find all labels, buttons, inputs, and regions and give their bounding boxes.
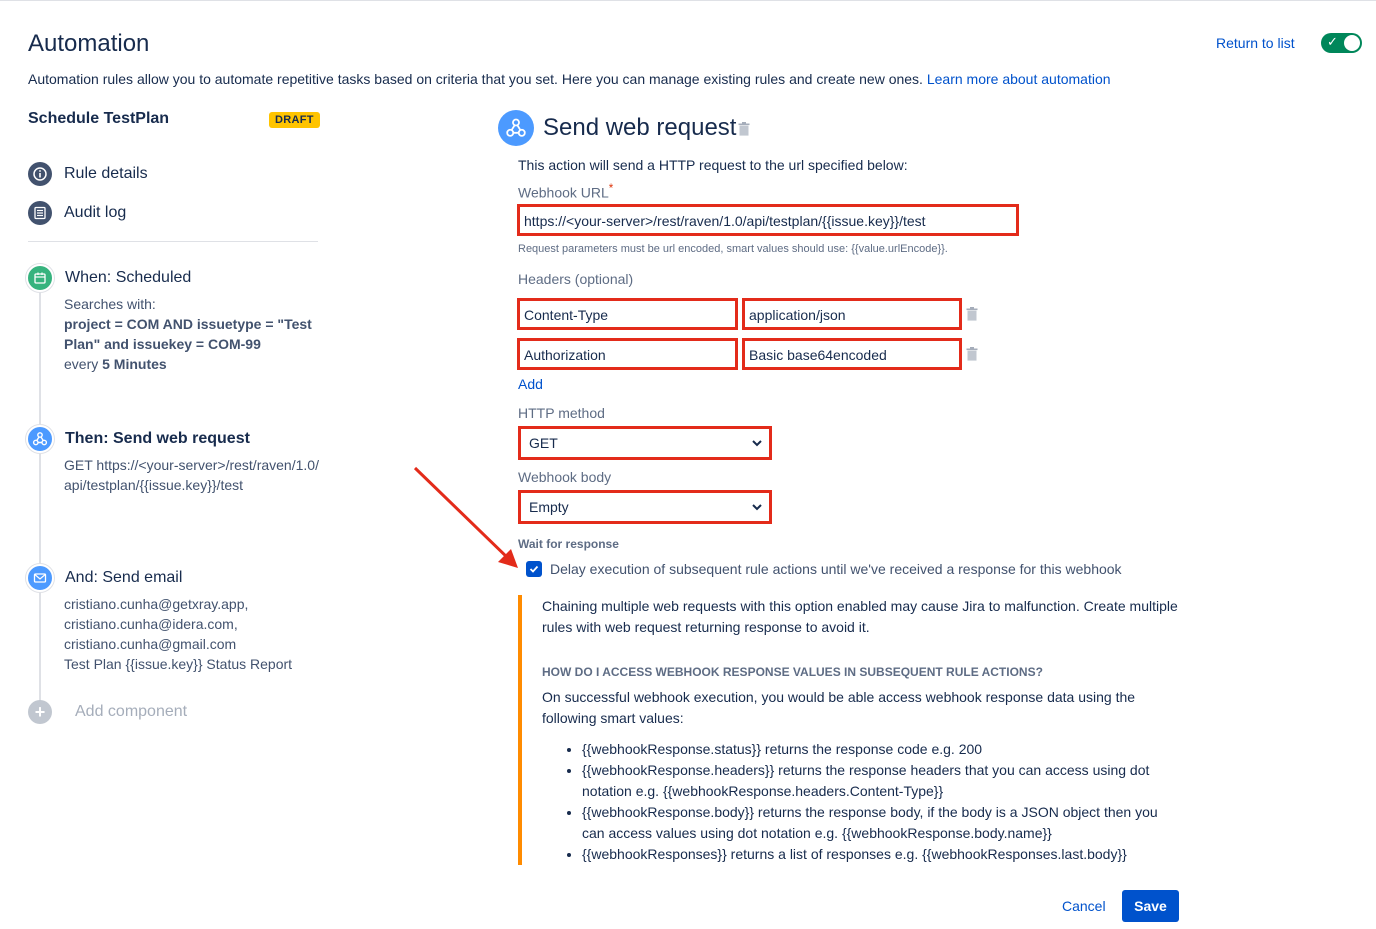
smart-values-list	[582, 739, 1182, 865]
email-icon	[26, 564, 54, 592]
delete-header-icon[interactable]	[966, 347, 978, 361]
list-item: • {{webhookResponse.headers}} returns the response headers that you can access using dot notation e.g. {{webhookResponse.headers.Content-Type}}	[582, 760, 1182, 802]
description-text: Automation rules allow you to automate repetitive tasks based on criteria that you set. Here you can manage existing rules and create new ones.	[28, 71, 923, 87]
email-recipient: cristiano.cunha@getxray.app,	[64, 596, 249, 612]
wait-for-response-text: Delay execution of subsequent rule actions until we've received a response for this webhook	[550, 561, 1122, 577]
list-item: • {{webhookResponse.status}} returns the response code e.g. 200	[582, 739, 1182, 760]
top-divider	[0, 0, 1376, 1]
sidebar-item-label: Rule details	[64, 165, 148, 182]
info-panel	[518, 595, 1188, 865]
info-icon	[28, 162, 52, 186]
rule-name: Schedule TestPlan	[28, 110, 170, 127]
http-method-select[interactable]	[518, 426, 772, 460]
http-method-label: HTTP method	[518, 405, 605, 421]
webhook-url-input[interactable]: https://<your-server>/rest/raven/1.0/api/testplan/{{issue.key}}/test	[517, 204, 1019, 236]
page-description	[28, 71, 1111, 87]
check-icon: ✓	[1327, 34, 1338, 49]
webhook-url-hint: Request parameters must be url encoded, smart values should use: {{value.urlEncode}}.	[518, 243, 948, 255]
required-mark: *	[608, 182, 614, 195]
calendar-icon	[26, 264, 54, 292]
header-name-input[interactable]: Content-Type	[517, 298, 738, 330]
sidebar-divider	[28, 241, 318, 242]
rule-enabled-toggle[interactable]	[1321, 33, 1362, 53]
page-title: Automation	[28, 30, 150, 57]
sidebar-item-audit-log[interactable]	[28, 201, 126, 225]
component-action-web-request[interactable]	[26, 425, 326, 525]
plus-icon: +	[28, 700, 52, 724]
chevron-down-icon	[751, 435, 763, 451]
delete-header-icon[interactable]	[966, 307, 978, 321]
component-trigger-scheduled[interactable]	[26, 264, 326, 384]
toggle-knob	[1344, 35, 1360, 51]
webhook-body-value: Empty	[529, 499, 569, 515]
sidebar-item-label: Audit log	[64, 204, 127, 221]
action-title: Send web request	[543, 114, 737, 141]
header-value-input[interactable]: Basic base64encoded	[742, 338, 962, 370]
component-details: GET https://<your-server>/rest/raven/1.0/api/testplan/{{issue.key}}/test	[64, 457, 319, 493]
email-recipient: cristiano.cunha@idera.com,	[64, 616, 238, 632]
every-prefix: every	[64, 356, 99, 372]
http-method-value: GET	[529, 435, 558, 451]
list-item: • {{webhookResponse.body}} returns the response body, if the body is a JSON object then you can access values using dot notation e.g. {{webhookResponse.body.name}}	[582, 802, 1182, 844]
component-details	[64, 294, 324, 374]
add-component-button[interactable]	[28, 700, 187, 724]
webhook-icon	[26, 425, 54, 453]
list-icon	[28, 201, 52, 225]
component-title: And: Send email	[65, 569, 183, 586]
wait-for-response-label: Wait for response	[518, 537, 619, 551]
status-badge: DRAFT	[269, 112, 320, 128]
warning-text: Chaining multiple web requests with this option enabled may cause Jira to malfunction. Create multiple rules with web request returning response to avoid it.	[542, 598, 1178, 635]
cancel-button[interactable]: Cancel	[1054, 890, 1114, 922]
delete-action-icon[interactable]	[738, 122, 750, 136]
annotation-arrow-icon	[400, 460, 530, 580]
list-item: • {{webhookResponses}} returns a list of responses e.g. {{webhookResponses.last.body}}	[582, 844, 1182, 865]
check-icon	[529, 564, 539, 574]
header-value-input[interactable]: application/json	[742, 298, 962, 330]
header-name-input[interactable]: Authorization	[517, 338, 738, 370]
headers-label: Headers (optional)	[518, 271, 634, 287]
component-action-send-email[interactable]	[26, 564, 326, 674]
sidebar-item-rule-details[interactable]	[28, 162, 148, 186]
webhook-icon	[498, 110, 534, 146]
action-description: This action will send a HTTP request to the url specified below:	[518, 157, 908, 173]
jql-query: project = COM AND issuetype = "Test Plan" and issuekey = COM-99	[64, 316, 312, 352]
component-title: When: Scheduled	[65, 269, 192, 286]
learn-more-link[interactable]: Learn more about automation	[926, 71, 1111, 87]
add-component-label: Add component	[75, 703, 188, 720]
webhook-body-select[interactable]	[518, 490, 772, 524]
webhook-body-label: Webhook body	[518, 469, 612, 485]
chevron-down-icon	[751, 499, 763, 515]
every-value: 5 Minutes	[102, 356, 167, 372]
email-recipient: cristiano.cunha@gmail.com	[64, 636, 237, 652]
info-heading: HOW DO I ACCESS WEBHOOK RESPONSE VALUES IN SUBSEQUENT RULE ACTIONS?	[542, 665, 1043, 679]
searches-label: Searches with:	[64, 296, 156, 312]
component-title: Then: Send web request	[65, 430, 250, 447]
add-header-link[interactable]: Add	[518, 376, 543, 392]
return-to-list-link[interactable]: Return to list	[1216, 35, 1295, 51]
webhook-url-label-text: Webhook URL	[518, 184, 609, 201]
email-subject: Test Plan {{issue.key}} Status Report	[64, 656, 293, 672]
webhook-url-label	[518, 182, 613, 201]
info-description: On successful webhook execution, you would be able access webhook response data using the following smart values:	[542, 689, 1136, 726]
component-details	[64, 594, 324, 674]
save-button[interactable]: Save	[1122, 890, 1179, 922]
